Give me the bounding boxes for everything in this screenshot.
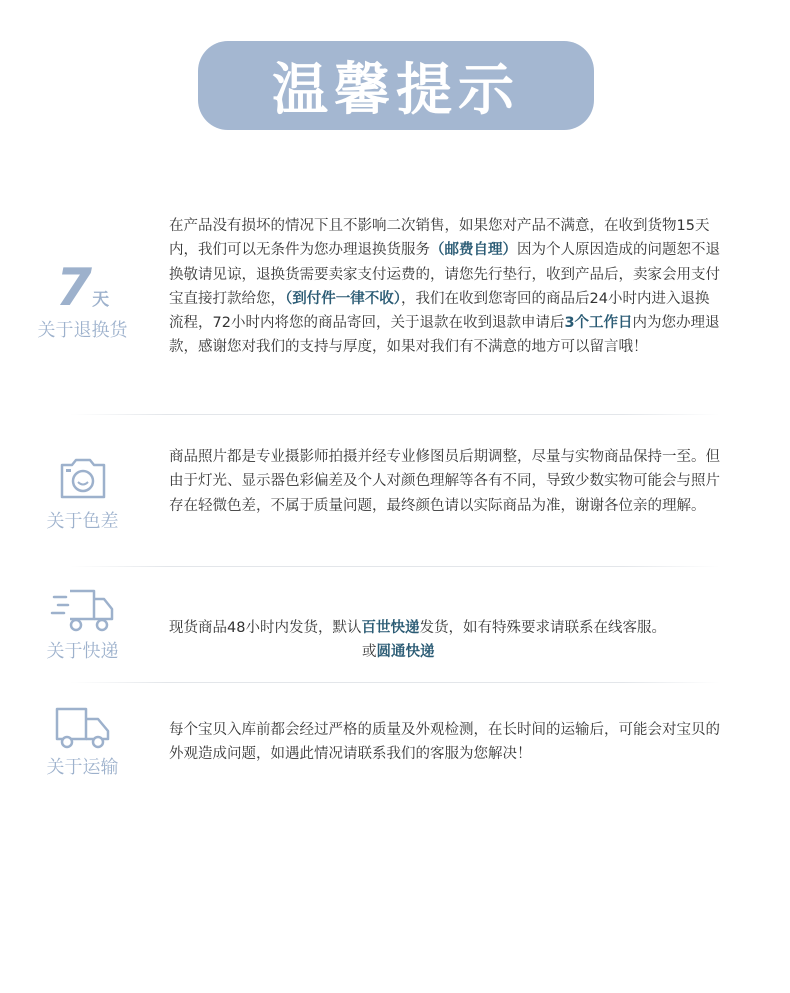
delivery-text-part2: 发货，如有特殊要求请联系在线客服。 (419, 620, 666, 636)
returns-text-part2: 因为个人原因造成的问题恕不退换敬请见谅，退换货需要卖家支付运费的，请您先行垫行，收到产品后，卖家会用支付宝直接打款给您， (169, 242, 720, 307)
transport-text: 每个宝贝入库前都会经过严格的质量及外观检测，在长时间的运输后，可能会对宝贝的外观造成问题，如遇此情况请联系我们的客服为您解决！ (169, 722, 720, 763)
seven-days-icon (20, 258, 145, 318)
delivery-text (169, 616, 721, 665)
returns-highlight-cod: （到付件一律不收） (285, 290, 401, 307)
banner-title: 温馨提示 (272, 57, 520, 123)
divider-3 (70, 682, 720, 683)
color-text: 商品照片都是专业摄影师拍摄并经专业修图员后期调整，尽量与实物商品保持一至。但由于灯光、显示器色彩偏差及个人对颜色理解等各有不同，导致少数实物可能会与照片存在轻微色差，不属于质量问题，最终颜色请以实际商品为准，谢谢各位亲的理解。 (169, 449, 720, 514)
transport-label: 关于运输 (46, 757, 119, 778)
returns-label: 关于退换货 (37, 320, 128, 341)
returns-text (169, 214, 721, 360)
delivery-text-part1: 现货商品48小时内发货，默认 (169, 620, 362, 636)
divider-2 (70, 566, 720, 567)
delivery-highlight-baishi: 百世快递 (361, 620, 420, 636)
camera-icon (58, 457, 108, 501)
color-icon-group (20, 457, 145, 533)
title-banner (198, 41, 594, 130)
delivery-highlight-yuantong: 圆通快递 (376, 644, 435, 661)
delivery-label: 关于快递 (46, 641, 119, 662)
delivery-text-part3: 或 (362, 644, 377, 661)
delivery-line-1 (169, 616, 721, 640)
returns-highlight-days: 3个工作日 (564, 315, 633, 332)
fast-truck-icon (50, 585, 116, 635)
seven-number: 7 (55, 258, 93, 318)
returns-text-part4: 内为您办理退款，感谢您对我们的支持与厚度，如果对我们有不满意的地方可以留言哦！ (169, 315, 720, 356)
days-unit: 天 (92, 290, 110, 310)
delivery-icon-group (20, 585, 145, 663)
color-label: 关于色差 (46, 511, 119, 532)
returns-text-part3: ，我们在收到您寄回的商品后24小时内进入退换流程，72小时内将您的商品寄回，关于退款在收到退款申请后 (169, 290, 710, 332)
truck-icon (54, 705, 112, 751)
delivery-line-2 (169, 640, 721, 664)
returns-icon-group (20, 258, 145, 342)
divider-1 (70, 414, 720, 415)
returns-text-part1: 在产品没有损坏的情况下且不影响二次销售，如果您对产品不满意，在收到货物15天内，我们可以无条件为您办理退换货服务 (169, 218, 710, 259)
returns-highlight-postage: （邮费自理） (430, 242, 517, 259)
transport-icon-group (20, 705, 145, 779)
